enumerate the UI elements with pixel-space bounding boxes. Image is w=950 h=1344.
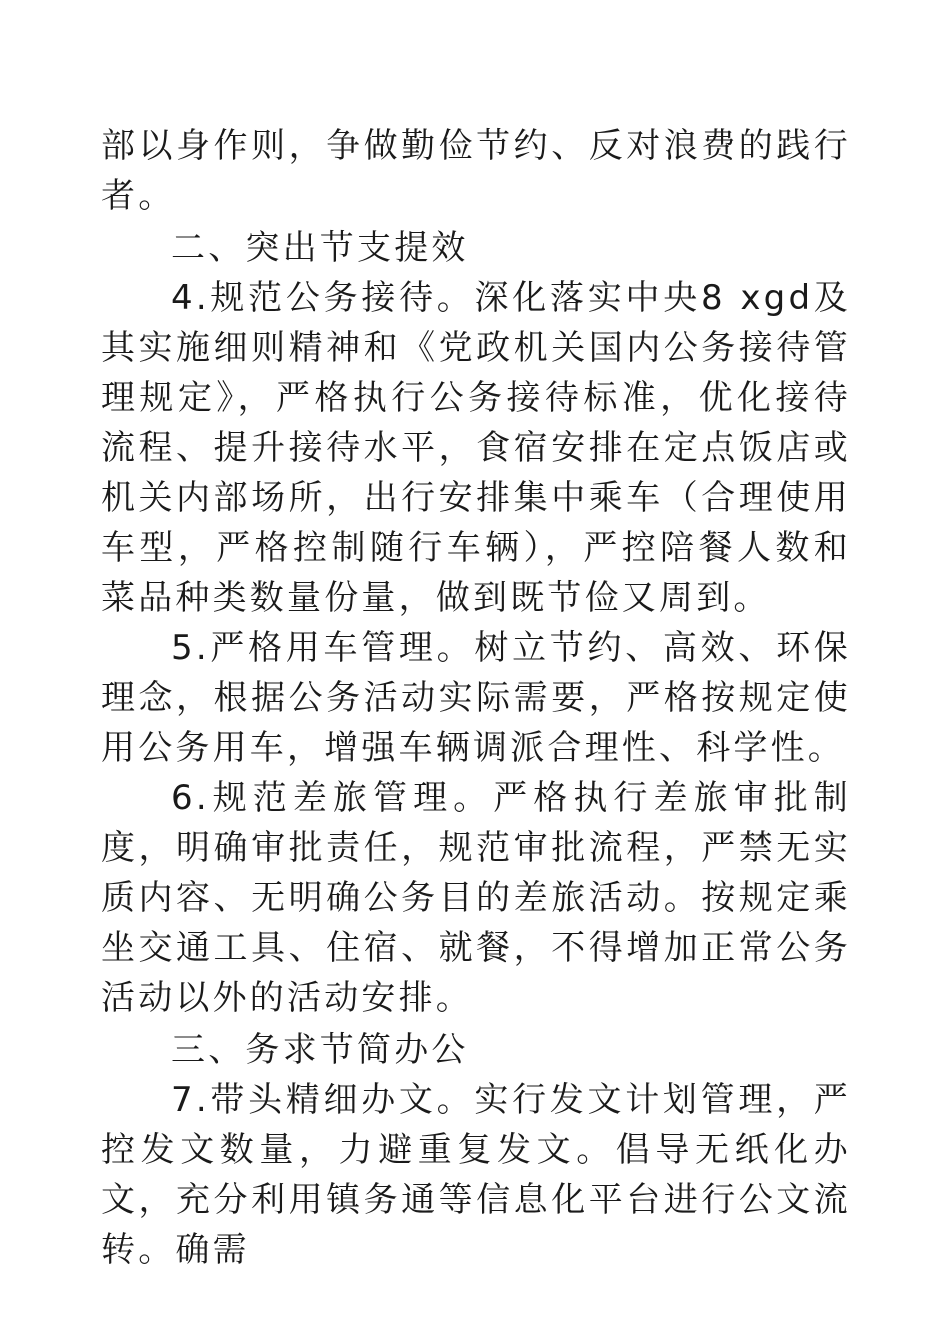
paragraph-item-4: 4.规范公务接待。深化落实中央8 xgd及其实施细则精神和《党政机关国内公务接待管理规定》，严格执行公务接待标准，优化接待流程、提升接待水平，食宿安排在定点饭店或机关内部场所，出行安排集中乘车（合理使用车型，严格控制随行车辆），严控陪餐人数和菜品种类数量份量，做到既节俭又周到。 (101, 278, 851, 618)
paragraph-item-6: 6.规范差旅管理。严格执行差旅审批制度，明确审批责任，规范审批流程，严禁无实质内容、无明确公务目的差旅活动。按规定乘坐交通工具、住宿、就餐，不得增加正常公务活动以外的活动安排。 (101, 778, 851, 1018)
paragraph-continuation: 部以身作则，争做勤俭节约、反对浪费的践行者。 (101, 126, 851, 216)
paragraph-item-7: 7.带头精细办文。实行发文计划管理，严控发文数量，力避重复发文。倡导无纸化办文，充分利用镇务通等信息化平台进行公文流转。确需 (101, 1080, 851, 1270)
document-body (101, 121, 851, 1275)
paragraph-item-5: 5.严格用车管理。树立节约、高效、环保理念，根据公务活动实际需要，严格按规定使用公务用车，增强车辆调派合理性、科学性。 (101, 628, 851, 768)
section-heading-3: 三、务求节简办公 (171, 1030, 469, 1070)
section-heading-2: 二、突出节支提效 (171, 228, 469, 268)
